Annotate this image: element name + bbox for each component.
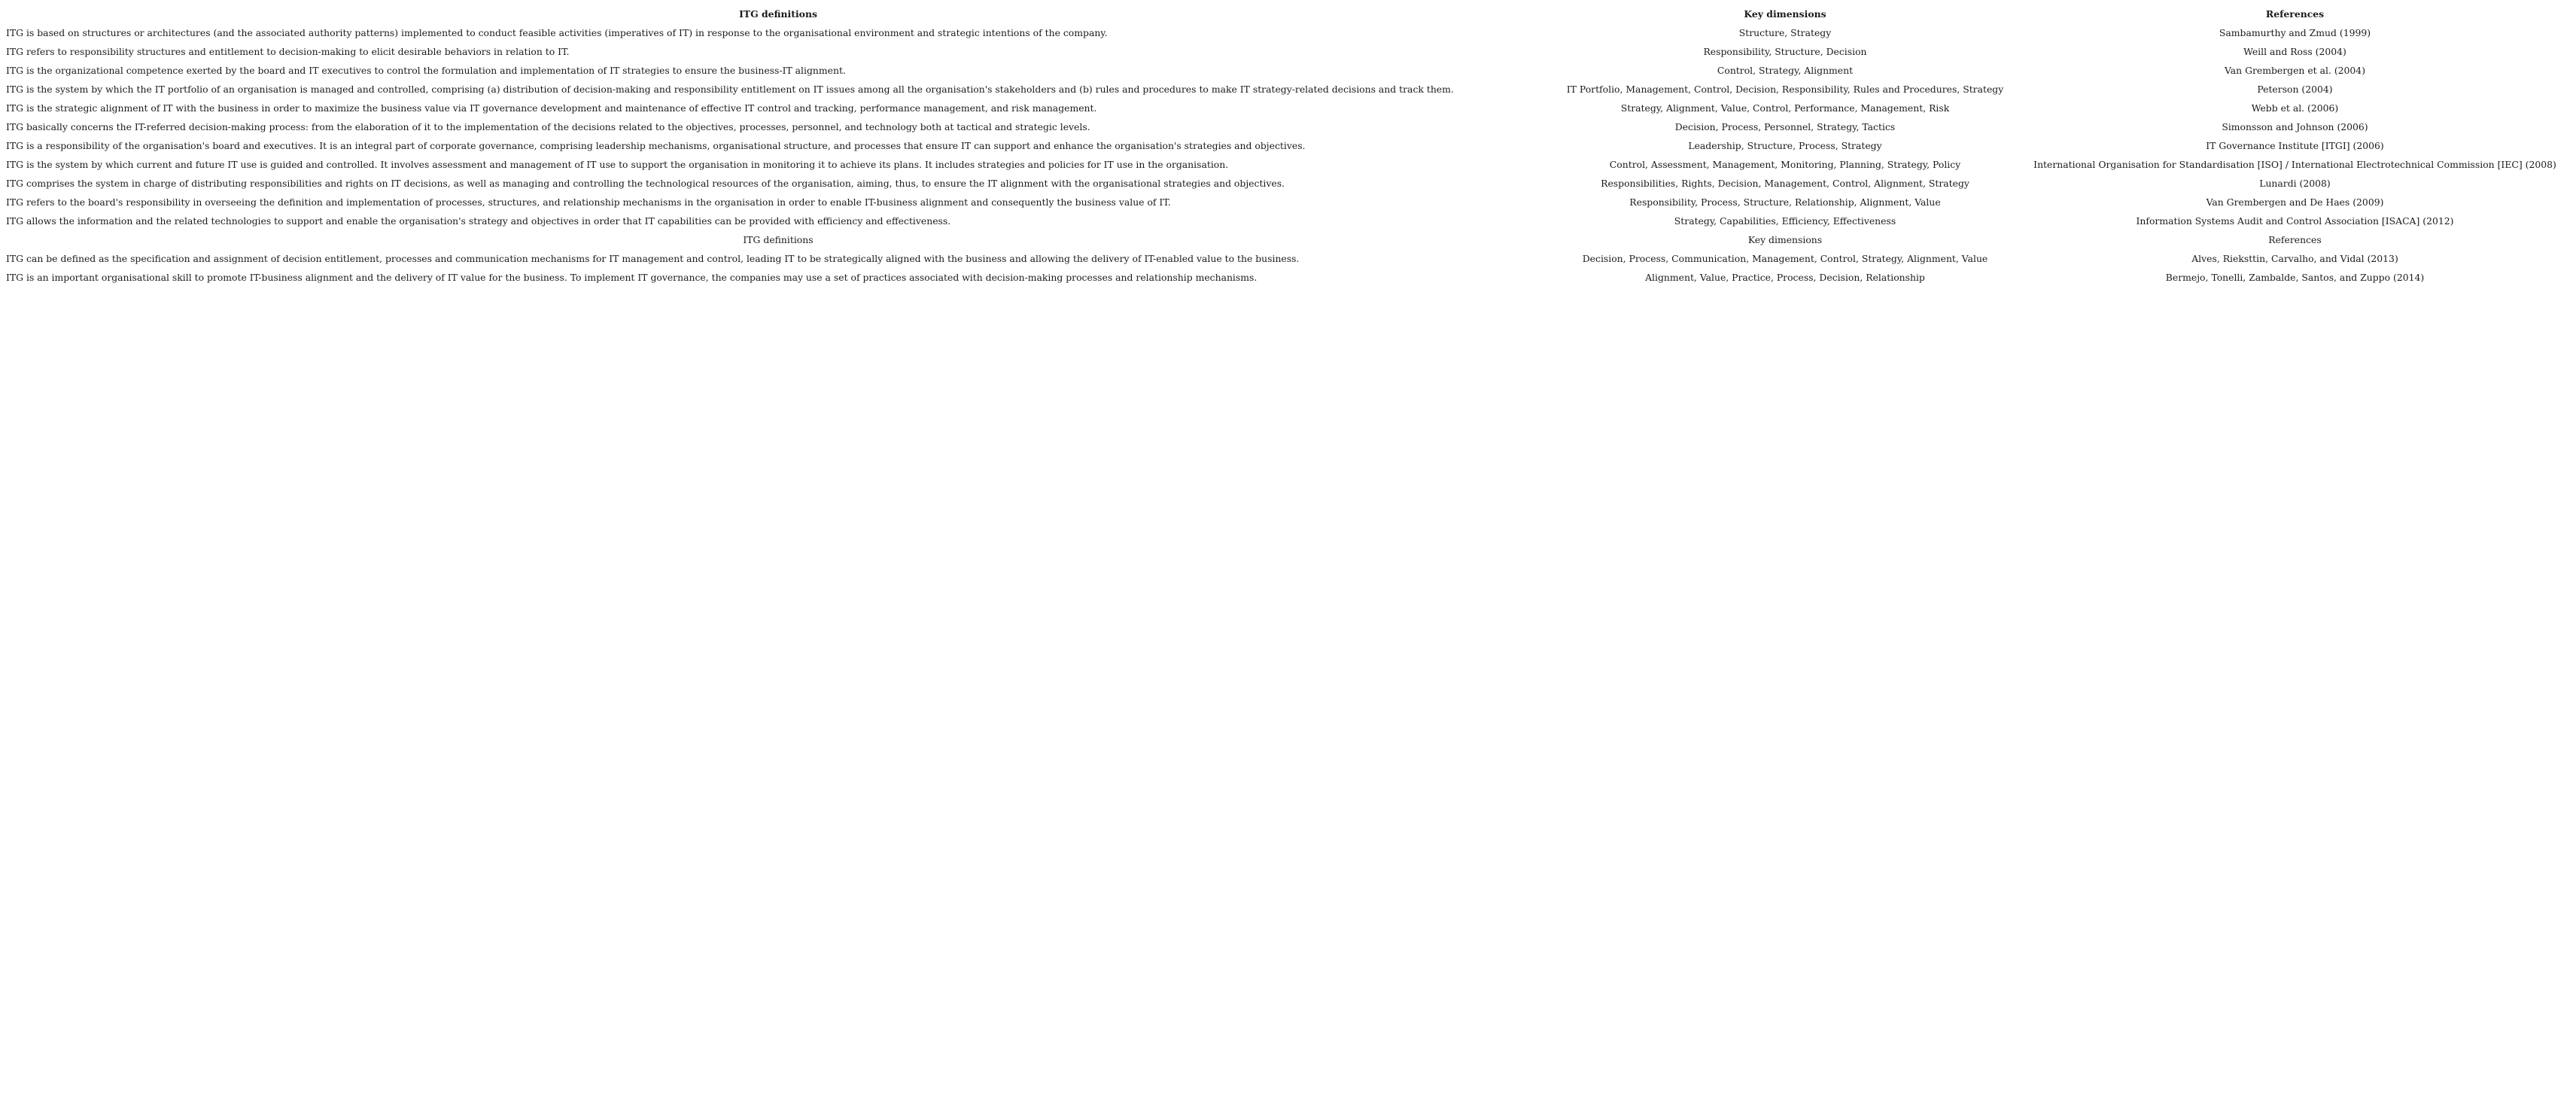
table-row — [5, 42, 2571, 61]
continued-header-definitions: ITG definitions — [743, 234, 814, 245]
reference-cell: Information Systems Audit and Control Association [ISACA] (2012) — [2136, 215, 2454, 227]
dimensions-cell: Responsibility, Process, Structure, Relationship, Alignment, Value — [1629, 196, 1941, 208]
table-row — [5, 80, 2571, 99]
definition-cell: ITG is based on structures or architectures (and the associated authority patterns) implemented to conduct feasible activities (imperatives of IT) in response to the organisational environment and strategic intentions of the company. — [6, 27, 1108, 38]
definition-cell: ITG can be defined as the specification and assignment of decision entitlement, processes and communication mechanisms for IT management and control, leading IT to be strategically aligned with the business and allowing the delivery of IT-enabled value to the business. — [6, 253, 1300, 264]
table-row — [5, 99, 2571, 117]
column-header-definitions: ITG definitions — [739, 8, 817, 20]
dimensions-cell: Responsibilities, Rights, Decision, Management, Control, Alignment, Strategy — [1601, 178, 1969, 189]
reference-cell: Weill and Ross (2004) — [2243, 46, 2346, 57]
definition-cell: ITG allows the information and the related technologies to support and enable the organisation's strategy and objectives in order that IT capabilities can be provided with efficiency and effectiveness. — [6, 215, 951, 227]
definition-cell: ITG is an important organisational skill to promote IT-business alignment and the delivery of IT value for the business. To implement IT governance, the companies may use a set of practices associated with decision-making processes and relationship mechanisms. — [6, 272, 1258, 283]
definition-cell: ITG refers to the board's responsibility in overseeing the definition and implementation of processes, structures, and relationship mechanisms in the organisation in order to enable IT-business alignment and consequently the business value of IT. — [6, 196, 1171, 208]
definition-cell: ITG is the strategic alignment of IT with the business in order to maximize the business value via IT governance development and maintenance of effective IT control and tracking, performance management, and risk management. — [6, 102, 1097, 114]
table-row — [5, 174, 2571, 193]
table-row — [5, 268, 2571, 287]
dimensions-cell: Strategy, Alignment, Value, Control, Performance, Management, Risk — [1620, 102, 1950, 114]
dimensions-cell: Control, Strategy, Alignment — [1717, 65, 1854, 76]
dimensions-cell: Responsibility, Structure, Decision — [1703, 46, 1867, 57]
reference-cell: Webb et al. (2006) — [2251, 102, 2339, 114]
table-row — [5, 23, 2571, 42]
definition-cell: ITG is the system by which the IT portfolio of an organisation is managed and controlled, comprising (a) distribution of decision-making and responsibility entitlement on IT issues among all the organisation's stakeholders and (b) rules and procedures to make IT strategy-related decisions and track them. — [6, 84, 1454, 95]
table-row — [5, 155, 2571, 174]
table-continued-header-row — [5, 230, 2571, 249]
column-header-references: References — [2265, 8, 2325, 20]
table-row — [5, 193, 2571, 212]
table-row — [5, 136, 2571, 155]
dimensions-cell: Leadership, Structure, Process, Strategy — [1688, 140, 1882, 151]
continued-header-references: References — [2268, 234, 2322, 245]
reference-cell: Alves, Rieksttin, Carvalho, and Vidal (2013) — [2191, 253, 2398, 264]
reference-cell: Peterson (2004) — [2257, 84, 2333, 95]
dimensions-cell: Decision, Process, Communication, Management, Control, Strategy, Alignment, Value — [1582, 253, 1988, 264]
reference-cell: Bermejo, Tonelli, Zambalde, Santos, and Zuppo (2014) — [2165, 272, 2425, 283]
table-row — [5, 249, 2571, 268]
table-row — [5, 61, 2571, 80]
reference-cell: International Organisation for Standardisation [ISO] / International Electrotechnical Commission [IEC] (2008) — [2033, 159, 2556, 170]
dimensions-cell: Control, Assessment, Management, Monitoring, Planning, Strategy, Policy — [1609, 159, 1961, 170]
definition-cell: ITG is the system by which current and future IT use is guided and controlled. It involves assessment and management of IT use to support the organisation in monitoring it to achieve its plans. It includes strategies and policies for IT use in the organisation. — [6, 159, 1229, 170]
reference-cell: IT Governance Institute [ITGI] (2006) — [2206, 140, 2384, 151]
definition-cell: ITG is a responsibility of the organisation's board and executives. It is an integral part of corporate governance, comprising leadership mechanisms, organisational structure, and processes that ensure IT can support and enhance the organisation's strategies and objectives. — [6, 140, 1306, 151]
definition-cell: ITG refers to responsibility structures and entitlement to decision-making to elicit desirable behaviors in relation to IT. — [6, 46, 570, 57]
reference-cell: Sambamurthy and Zmud (1999) — [2219, 27, 2371, 38]
reference-cell: Lunardi (2008) — [2259, 178, 2331, 189]
reference-cell: Van Grembergen and De Haes (2009) — [2206, 196, 2384, 208]
dimensions-cell: Decision, Process, Personnel, Strategy, Tactics — [1674, 121, 1896, 132]
itg-definitions-table — [5, 5, 2571, 287]
itg-definitions-table-container — [5, 5, 2571, 287]
dimensions-cell: Strategy, Capabilities, Efficiency, Effectiveness — [1674, 215, 1896, 227]
definition-cell: ITG comprises the system in charge of distributing responsibilities and rights on IT decisions, as well as managing and controlling the technological resources of the organisation, aiming, thus, to ensure the IT alignment with the organisational strategies and objectives. — [6, 178, 1285, 189]
dimensions-cell: Structure, Strategy — [1738, 27, 1832, 38]
definition-cell: ITG is the organizational competence exerted by the board and IT executives to control the formulation and implementation of IT strategies to ensure the business-IT alignment. — [6, 65, 846, 76]
reference-cell: Van Grembergen et al. (2004) — [2224, 65, 2366, 76]
continued-header-dimensions: Key dimensions — [1747, 234, 1823, 245]
table-row — [5, 212, 2571, 230]
dimensions-cell: IT Portfolio, Management, Control, Decision, Responsibility, Rules and Procedures, Strategy — [1566, 84, 2004, 95]
dimensions-cell: Alignment, Value, Practice, Process, Decision, Relationship — [1645, 272, 1925, 283]
definition-cell: ITG basically concerns the IT-referred decision-making process: from the elaboration of it to the implementation of the decisions related to the objectives, processes, personnel, and technology both at tactical and strategic levels. — [6, 121, 1090, 132]
table-header-row — [5, 5, 2571, 23]
table-row — [5, 117, 2571, 136]
reference-cell: Simonsson and Johnson (2006) — [2222, 121, 2368, 132]
column-header-dimensions: Key dimensions — [1744, 8, 1826, 20]
